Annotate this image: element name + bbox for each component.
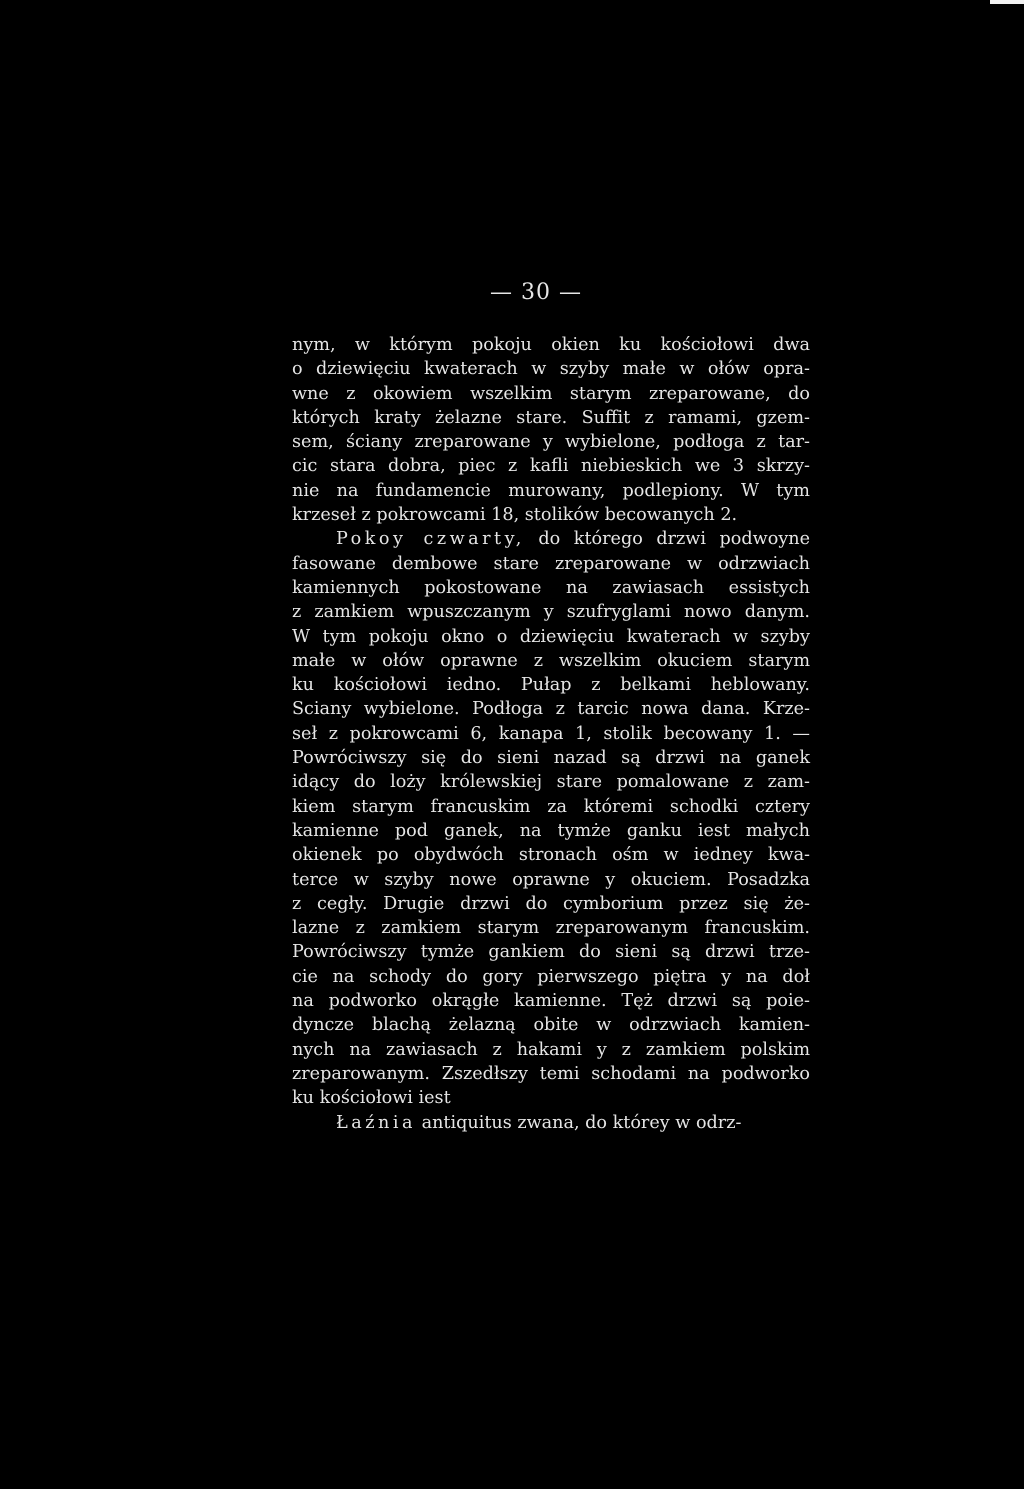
spaced-heading: Łaźnia <box>336 1112 416 1133</box>
text-line: małe w ołów oprawne z wszelkim okuciem starym <box>292 650 810 671</box>
text-line: ku kościołowi iedno. Pułap z belkami heblowany. <box>292 675 810 696</box>
text-line: cic stara dobra, piec z kafli niebieskich we 3 skrzy- <box>292 456 810 477</box>
text-line: nych na zawiasach z hakami y z zamkiem polskim <box>292 1039 810 1060</box>
scan-corner-mark <box>990 0 1024 4</box>
text-line-section-start <box>292 527 810 551</box>
text-line: Powróciwszy się do sieni nazad są drzwi na ganek <box>292 748 810 769</box>
text-line: idący do loży królewskiej stare pomalowane z zam- <box>292 772 810 793</box>
text-line: kamienne pod ganek, na tymże ganku iest małych <box>292 820 810 841</box>
text-line: wne z okowiem wszelkim starym zreparowane, do <box>292 383 810 404</box>
text-line: fasowane dembowe stare zreparowane w odrzwiach <box>292 553 810 574</box>
text-column <box>292 333 810 1135</box>
text-line: Sciany wybielone. Podłoga z tarcic nowa dana. Krze- <box>292 699 810 720</box>
text-line: Powróciwszy tymże gankiem do sieni są drzwi trze- <box>292 942 810 963</box>
text-line: krzeseł z pokrowcami 18, stolików becowanych 2. <box>292 505 738 526</box>
text-line: z cegły. Drugie drzwi do cymborium przez się że- <box>292 893 810 914</box>
text-line: cie na schody do gory pierwszego piętra y na doł <box>292 966 810 987</box>
text-line: lazne z zamkiem starym zreparowanym francuskim. <box>292 918 810 939</box>
text-line: na podworko okrągłe kamienne. Tęż drzwi są poie- <box>292 991 810 1012</box>
text-line: o dziewięciu kwaterach w szyby małe w ołów opra- <box>292 359 810 380</box>
text-line: ku kościołowi iest <box>292 1088 451 1109</box>
page-number: — 30 — <box>490 280 582 305</box>
text-line: kiem starym francuskim za któremi schodki cztery <box>292 796 810 817</box>
text-fragment: antiquitus zwana, do którey w odrz- <box>415 1112 742 1133</box>
text-line: których kraty żelazne stare. Suffit z ramami, gzem- <box>292 407 810 428</box>
text-line: seł z pokrowcami 6, kanapa 1, stolik becowany 1. — <box>292 723 810 744</box>
text-line: okienek po obydwóch stronach ośm w iedney kwa- <box>292 845 810 866</box>
text-fragment: do którego drzwi podwoyne <box>524 529 810 550</box>
text-line: nie na fundamencie murowany, podlepiony. W tym <box>292 480 810 501</box>
text-line: W tym pokoju okno o dziewięciu kwaterach w szyby <box>292 626 810 647</box>
text-line: nym, w którym pokoju okien ku kościołowi dwa <box>292 335 810 355</box>
spaced-heading: Pokoy czwarty, <box>336 529 525 550</box>
text-line: z zamkiem wpuszczanym y szufryglami nowo danym. <box>292 602 810 623</box>
text-line-section-start <box>292 1111 810 1135</box>
text-line: dyncze blachą żelazną obite w odrzwiach kamien- <box>292 1015 810 1036</box>
text-line: terce w szyby nowe oprawne y okuciem. Posadzka <box>292 869 810 890</box>
text-line: zreparowanym. Zszedłszy temi schodami na podworko <box>292 1063 810 1084</box>
text-line: sem, ściany zreparowane y wybielone, podłoga z tar- <box>292 432 810 453</box>
text-line: kamiennych pokostowane na zawiasach essistych <box>292 577 810 598</box>
